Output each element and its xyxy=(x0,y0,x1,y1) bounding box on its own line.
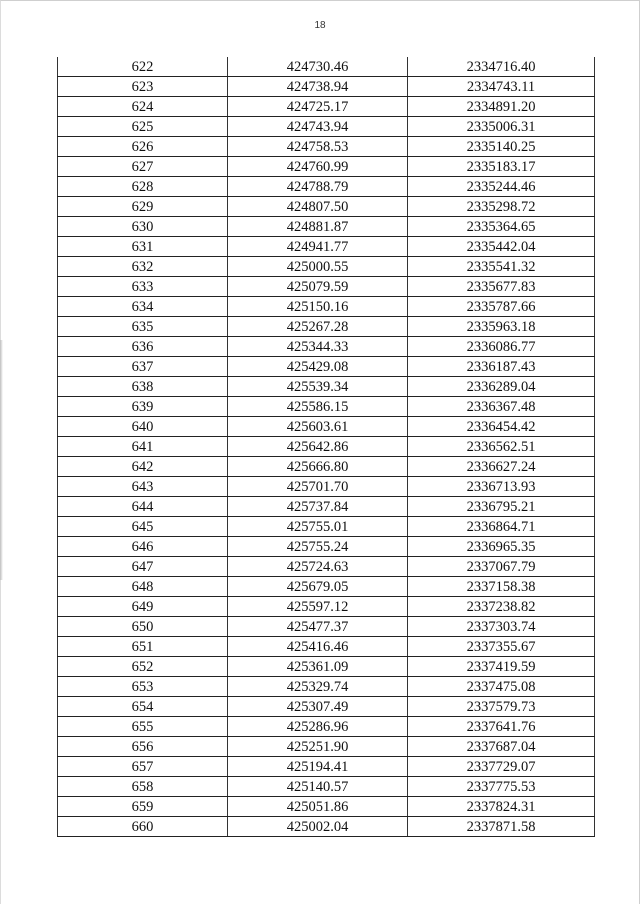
x-coordinate-cell: 425642.86 xyxy=(228,437,408,457)
point-number-cell: 642 xyxy=(58,457,228,477)
x-coordinate-cell: 424941.77 xyxy=(228,237,408,257)
table-row xyxy=(58,537,595,557)
table-row xyxy=(58,577,595,597)
x-coordinate-cell: 425361.09 xyxy=(228,657,408,677)
point-number-cell: 640 xyxy=(58,417,228,437)
x-coordinate-cell: 425140.57 xyxy=(228,777,408,797)
point-number-cell: 646 xyxy=(58,537,228,557)
coordinates-table xyxy=(57,57,595,837)
x-coordinate-cell: 425344.33 xyxy=(228,337,408,357)
x-coordinate-cell: 425307.49 xyxy=(228,697,408,717)
point-number-cell: 628 xyxy=(58,177,228,197)
point-number-cell: 652 xyxy=(58,657,228,677)
point-number-cell: 658 xyxy=(58,777,228,797)
point-number-cell: 653 xyxy=(58,677,228,697)
table-row xyxy=(58,677,595,697)
point-number-cell: 630 xyxy=(58,217,228,237)
page-number: 18 xyxy=(314,20,326,31)
table-row xyxy=(58,197,595,217)
table-row xyxy=(58,657,595,677)
y-coordinate-cell: 2336713.93 xyxy=(408,477,595,497)
x-coordinate-cell: 425329.74 xyxy=(228,677,408,697)
y-coordinate-cell: 2335541.32 xyxy=(408,257,595,277)
y-coordinate-cell: 2335183.17 xyxy=(408,157,595,177)
table-row xyxy=(58,257,595,277)
table-row xyxy=(58,777,595,797)
y-coordinate-cell: 2335364.65 xyxy=(408,217,595,237)
y-coordinate-cell: 2336627.24 xyxy=(408,457,595,477)
x-coordinate-cell: 425603.61 xyxy=(228,417,408,437)
x-coordinate-cell: 425150.16 xyxy=(228,297,408,317)
table-row xyxy=(58,497,595,517)
table-row xyxy=(58,117,595,137)
y-coordinate-cell: 2337871.58 xyxy=(408,817,595,837)
point-number-cell: 624 xyxy=(58,97,228,117)
x-coordinate-cell: 424881.87 xyxy=(228,217,408,237)
x-coordinate-cell: 425539.34 xyxy=(228,377,408,397)
x-coordinate-cell: 425051.86 xyxy=(228,797,408,817)
y-coordinate-cell: 2335787.66 xyxy=(408,297,595,317)
point-number-cell: 643 xyxy=(58,477,228,497)
point-number-cell: 637 xyxy=(58,357,228,377)
table-row xyxy=(58,817,595,837)
table-row xyxy=(58,697,595,717)
point-number-cell: 627 xyxy=(58,157,228,177)
y-coordinate-cell: 2335677.83 xyxy=(408,277,595,297)
table-row xyxy=(58,377,595,397)
table-row xyxy=(58,737,595,757)
y-coordinate-cell: 2337775.53 xyxy=(408,777,595,797)
point-number-cell: 644 xyxy=(58,497,228,517)
y-coordinate-cell: 2337303.74 xyxy=(408,617,595,637)
y-coordinate-cell: 2337687.04 xyxy=(408,737,595,757)
point-number-cell: 629 xyxy=(58,197,228,217)
point-number-cell: 623 xyxy=(58,77,228,97)
point-number-cell: 635 xyxy=(58,317,228,337)
y-coordinate-cell: 2335442.04 xyxy=(408,237,595,257)
table-row xyxy=(58,77,595,97)
point-number-cell: 625 xyxy=(58,117,228,137)
table-row xyxy=(58,277,595,297)
x-coordinate-cell: 425002.04 xyxy=(228,817,408,837)
point-number-cell: 645 xyxy=(58,517,228,537)
y-coordinate-cell: 2337355.67 xyxy=(408,637,595,657)
y-coordinate-cell: 2334716.40 xyxy=(408,57,595,77)
table-row xyxy=(58,477,595,497)
scan-edge-shadow xyxy=(0,340,3,580)
x-coordinate-cell: 425079.59 xyxy=(228,277,408,297)
point-number-cell: 632 xyxy=(58,257,228,277)
y-coordinate-cell: 2337067.79 xyxy=(408,557,595,577)
y-coordinate-cell: 2336965.35 xyxy=(408,537,595,557)
point-number-cell: 656 xyxy=(58,737,228,757)
table-row xyxy=(58,177,595,197)
y-coordinate-cell: 2336795.21 xyxy=(408,497,595,517)
x-coordinate-cell: 425701.70 xyxy=(228,477,408,497)
table-row xyxy=(58,757,595,777)
table-row xyxy=(58,97,595,117)
y-coordinate-cell: 2336562.51 xyxy=(408,437,595,457)
point-number-cell: 659 xyxy=(58,797,228,817)
x-coordinate-cell: 425429.08 xyxy=(228,357,408,377)
table-row xyxy=(58,317,595,337)
y-coordinate-cell: 2335140.25 xyxy=(408,137,595,157)
table-row xyxy=(58,617,595,637)
point-number-cell: 660 xyxy=(58,817,228,837)
y-coordinate-cell: 2336187.43 xyxy=(408,357,595,377)
point-number-cell: 631 xyxy=(58,237,228,257)
x-coordinate-cell: 424730.46 xyxy=(228,57,408,77)
x-coordinate-cell: 425251.90 xyxy=(228,737,408,757)
x-coordinate-cell: 425724.63 xyxy=(228,557,408,577)
table-row xyxy=(58,397,595,417)
y-coordinate-cell: 2337419.59 xyxy=(408,657,595,677)
point-number-cell: 651 xyxy=(58,637,228,657)
table-row xyxy=(58,57,595,77)
y-coordinate-cell: 2334891.20 xyxy=(408,97,595,117)
table-row xyxy=(58,337,595,357)
table-row xyxy=(58,417,595,437)
x-coordinate-cell: 424788.79 xyxy=(228,177,408,197)
x-coordinate-cell: 425755.24 xyxy=(228,537,408,557)
y-coordinate-cell: 2337238.82 xyxy=(408,597,595,617)
x-coordinate-cell: 425755.01 xyxy=(228,517,408,537)
y-coordinate-cell: 2336367.48 xyxy=(408,397,595,417)
x-coordinate-cell: 424758.53 xyxy=(228,137,408,157)
point-number-cell: 647 xyxy=(58,557,228,577)
x-coordinate-cell: 424760.99 xyxy=(228,157,408,177)
table-row xyxy=(58,157,595,177)
y-coordinate-cell: 2337158.38 xyxy=(408,577,595,597)
x-coordinate-cell: 425597.12 xyxy=(228,597,408,617)
point-number-cell: 639 xyxy=(58,397,228,417)
point-number-cell: 622 xyxy=(58,57,228,77)
point-number-cell: 636 xyxy=(58,337,228,357)
y-coordinate-cell: 2337729.07 xyxy=(408,757,595,777)
point-number-cell: 633 xyxy=(58,277,228,297)
x-coordinate-cell: 425737.84 xyxy=(228,497,408,517)
point-number-cell: 638 xyxy=(58,377,228,397)
coordinates-table-body xyxy=(58,57,595,837)
y-coordinate-cell: 2337579.73 xyxy=(408,697,595,717)
x-coordinate-cell: 425286.96 xyxy=(228,717,408,737)
y-coordinate-cell: 2337475.08 xyxy=(408,677,595,697)
table-row xyxy=(58,357,595,377)
point-number-cell: 648 xyxy=(58,577,228,597)
y-coordinate-cell: 2335298.72 xyxy=(408,197,595,217)
x-coordinate-cell: 424738.94 xyxy=(228,77,408,97)
x-coordinate-cell: 424725.17 xyxy=(228,97,408,117)
point-number-cell: 649 xyxy=(58,597,228,617)
y-coordinate-cell: 2335244.46 xyxy=(408,177,595,197)
table-row xyxy=(58,237,595,257)
x-coordinate-cell: 424743.94 xyxy=(228,117,408,137)
x-coordinate-cell: 425477.37 xyxy=(228,617,408,637)
x-coordinate-cell: 425194.41 xyxy=(228,757,408,777)
table-row xyxy=(58,597,595,617)
table-row xyxy=(58,557,595,577)
table-row xyxy=(58,217,595,237)
point-number-cell: 655 xyxy=(58,717,228,737)
x-coordinate-cell: 425586.15 xyxy=(228,397,408,417)
y-coordinate-cell: 2336864.71 xyxy=(408,517,595,537)
y-coordinate-cell: 2337641.76 xyxy=(408,717,595,737)
y-coordinate-cell: 2336454.42 xyxy=(408,417,595,437)
point-number-cell: 641 xyxy=(58,437,228,457)
x-coordinate-cell: 425679.05 xyxy=(228,577,408,597)
point-number-cell: 634 xyxy=(58,297,228,317)
x-coordinate-cell: 425666.80 xyxy=(228,457,408,477)
point-number-cell: 626 xyxy=(58,137,228,157)
x-coordinate-cell: 424807.50 xyxy=(228,197,408,217)
table-row xyxy=(58,637,595,657)
table-row xyxy=(58,717,595,737)
table-row xyxy=(58,437,595,457)
x-coordinate-cell: 425416.46 xyxy=(228,637,408,657)
point-number-cell: 654 xyxy=(58,697,228,717)
y-coordinate-cell: 2334743.11 xyxy=(408,77,595,97)
x-coordinate-cell: 425267.28 xyxy=(228,317,408,337)
table-row xyxy=(58,457,595,477)
point-number-cell: 650 xyxy=(58,617,228,637)
y-coordinate-cell: 2335006.31 xyxy=(408,117,595,137)
x-coordinate-cell: 425000.55 xyxy=(228,257,408,277)
table-row xyxy=(58,517,595,537)
y-coordinate-cell: 2336086.77 xyxy=(408,337,595,357)
table-row xyxy=(58,297,595,317)
y-coordinate-cell: 2335963.18 xyxy=(408,317,595,337)
y-coordinate-cell: 2337824.31 xyxy=(408,797,595,817)
y-coordinate-cell: 2336289.04 xyxy=(408,377,595,397)
table-row xyxy=(58,137,595,157)
table-row xyxy=(58,797,595,817)
point-number-cell: 657 xyxy=(58,757,228,777)
